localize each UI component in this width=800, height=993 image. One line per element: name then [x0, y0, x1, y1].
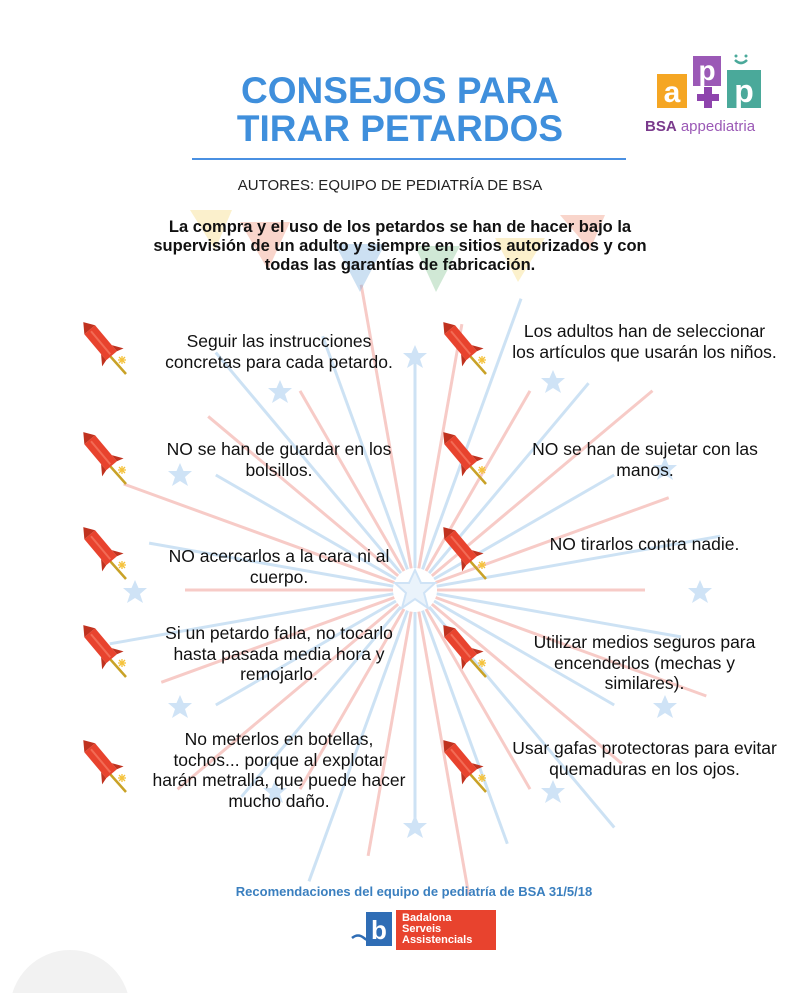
rocket-icon: [80, 625, 130, 683]
title-divider: [192, 158, 626, 160]
logo-caption-app: appediatria: [680, 118, 756, 135]
rocket-icon: [440, 527, 490, 585]
bsa-wave-icon: [350, 908, 396, 950]
authors-line: AUTORES: EQUIPO DE PEDIATRÍA DE BSA: [237, 177, 543, 194]
rocket-icon: [80, 527, 130, 585]
tip-right-4: Utilizar medios seguros para encenderlos (mechas y similares).: [533, 632, 756, 693]
corner-circle: [10, 950, 130, 993]
logo-letter-p1: p: [698, 55, 716, 86]
bsa-letter: b: [371, 915, 387, 945]
tip-left-1: Seguir las instrucciones concretas para cada petardo.: [165, 331, 393, 372]
rocket-icon: [440, 432, 490, 490]
logo-caption-bsa: BSA: [645, 118, 677, 135]
bsa-logo: [350, 908, 496, 950]
tip-left-2: NO se han de guardar en los bolsillos.: [166, 439, 392, 480]
tip-left-4: Si un petardo falla, no tocarlo hasta pasada media hora y remojarlo.: [165, 623, 393, 684]
rocket-icon: [80, 740, 130, 798]
rocket-icon: [440, 740, 490, 798]
burst-ray: [361, 285, 411, 569]
logo-letter-a: a: [663, 76, 681, 109]
rocket-icon: [80, 432, 130, 490]
logo-caption: [645, 118, 785, 135]
bsa-name-line-1: Badalona: [402, 912, 452, 924]
logo-letter-p2: p: [734, 73, 754, 109]
bsa-name-line-2: Serveis: [402, 923, 442, 935]
tip-right-2: NO se han de sujetar con las manos.: [532, 439, 758, 480]
rocket-icon: [440, 322, 490, 380]
tip-left-5: No meterlos en botellas, tochos... porque al explotar harán metralla, que puede hacer mucho daño.: [152, 729, 406, 811]
bsa-name-line-3: Assistencials: [402, 934, 473, 946]
tip-right-5: Usar gafas protectoras para evitar quemaduras en los ojos.: [512, 738, 777, 779]
page-title: [190, 72, 610, 148]
rocket-icon: [80, 322, 130, 380]
rocket-icon: [440, 625, 490, 683]
tip-left-3: NO acercarlos a la cara ni al cuerpo.: [168, 546, 390, 587]
footer-note: Recomendaciones del equipo de pediatría de BSA 31/5/18: [235, 884, 593, 899]
intro-text: La compra y el uso de los petardos se han de hacer bajo la supervisión de un adulto y siempre en sitios autorizados y con todas las garantías de fabricación.: [153, 218, 647, 274]
tip-right-1: Los adultos han de seleccionar los artículos que usarán los niños.: [512, 321, 777, 362]
bsa-name-box: [396, 910, 496, 950]
title-line-2: TIRAR PETARDOS: [236, 108, 564, 149]
title-line-1: CONSEJOS PARA: [241, 70, 559, 111]
tip-right-3: NO tirarlos contra nadie.: [549, 534, 740, 554]
